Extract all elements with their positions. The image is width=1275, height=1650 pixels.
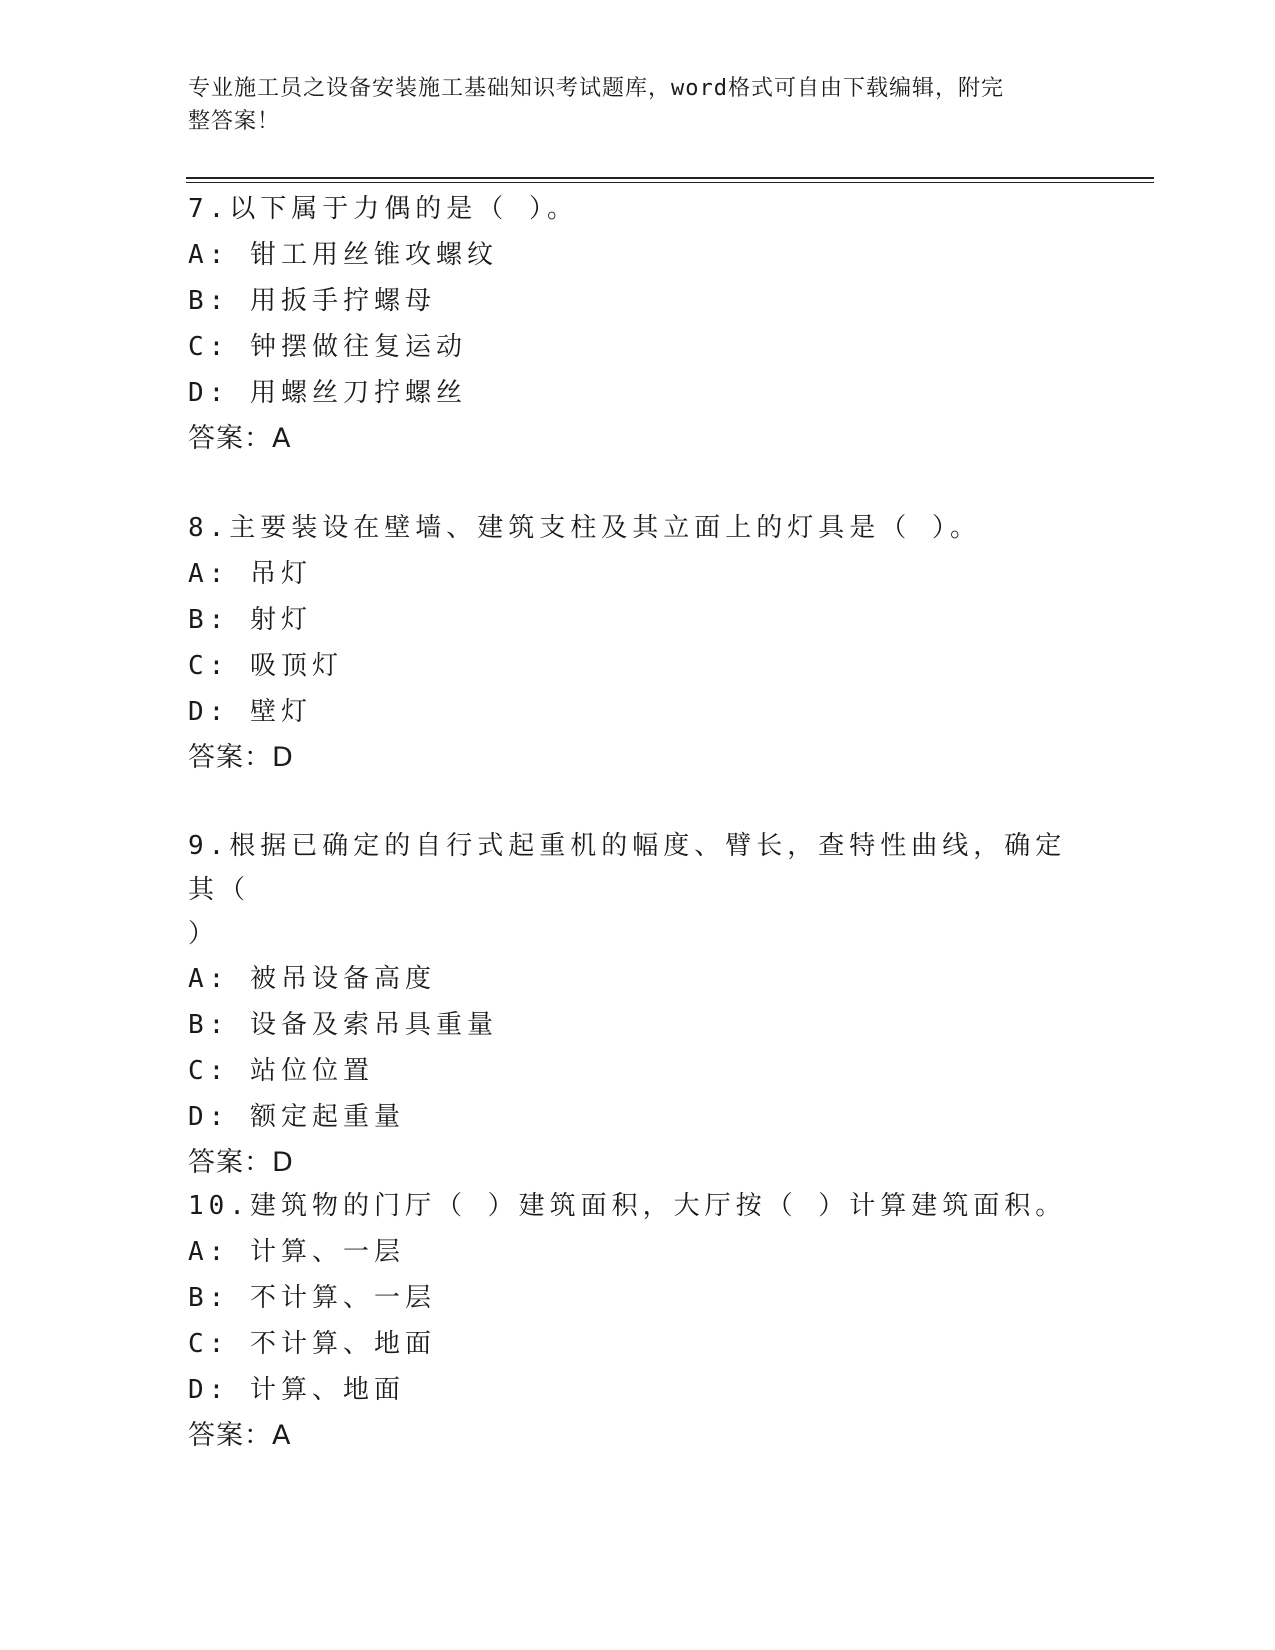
question-stem: 10.建筑物的门厅（ ）建筑面积，大厅按（ ）计算建筑面积。 bbox=[188, 1191, 1067, 1221]
answer: 答案：A bbox=[188, 423, 292, 454]
answer: 答案：D bbox=[188, 1147, 294, 1178]
option-d: D: 计算、地面 bbox=[188, 1375, 405, 1405]
option-a: A: 计算、一层 bbox=[188, 1237, 405, 1267]
option-d: D: 壁灯 bbox=[188, 697, 312, 727]
option-b: B: 设备及索吊具重量 bbox=[188, 1010, 498, 1040]
option-c: C: 吸顶灯 bbox=[188, 651, 343, 681]
option-c: C: 不计算、地面 bbox=[188, 1329, 436, 1359]
question-stem: 7.以下属于力偶的是（ ）。 bbox=[188, 194, 578, 224]
header-line-2: 整答案！ bbox=[188, 109, 281, 134]
question-stem-continued: ） bbox=[188, 919, 220, 949]
option-d: D: 用螺丝刀拧螺丝 bbox=[188, 378, 467, 408]
option-a: A: 吊灯 bbox=[188, 559, 312, 589]
option-b: B: 用扳手拧螺母 bbox=[188, 286, 436, 316]
option-c: C: 站位位置 bbox=[188, 1056, 374, 1086]
question-7 bbox=[188, 186, 1068, 462]
option-d: D: 额定起重量 bbox=[188, 1102, 405, 1132]
question-stem: 9.根据已确定的自行式起重机的幅度、臂长，查特性曲线，确定其（ bbox=[188, 831, 1067, 905]
question-8 bbox=[188, 505, 1068, 781]
answer: 答案：D bbox=[188, 742, 294, 773]
answer: 答案：A bbox=[188, 1420, 292, 1451]
header-divider-thick bbox=[186, 177, 1154, 179]
question-stem: 8.主要装设在壁墙、建筑支柱及其立面上的灯具是（ ）。 bbox=[188, 513, 981, 543]
question-10 bbox=[188, 1183, 1068, 1459]
header-divider-thin bbox=[186, 182, 1154, 183]
option-b: B: 不计算、一层 bbox=[188, 1283, 436, 1313]
header-line-1: 专业施工员之设备安装施工基础知识考试题库，word格式可自由下载编辑，附完 bbox=[188, 76, 1004, 101]
question-9 bbox=[188, 824, 1068, 1186]
option-a: A: 被吊设备高度 bbox=[188, 964, 436, 994]
option-c: C: 钟摆做往复运动 bbox=[188, 332, 467, 362]
option-a: A: 钳工用丝锥攻螺纹 bbox=[188, 240, 498, 270]
document-header bbox=[188, 72, 1068, 138]
option-b: B: 射灯 bbox=[188, 605, 312, 635]
